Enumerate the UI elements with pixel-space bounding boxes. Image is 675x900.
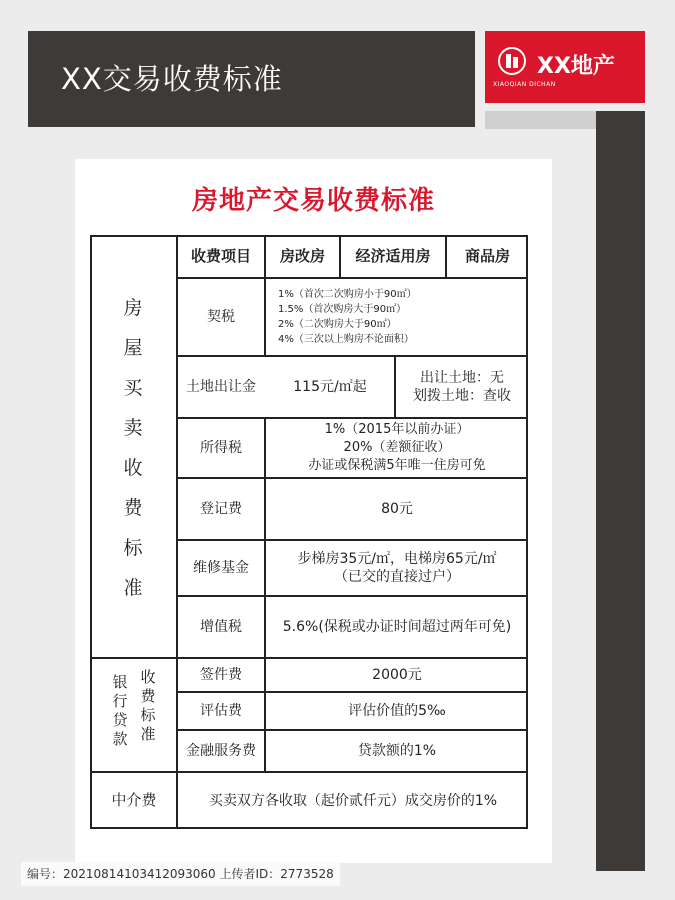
maintenance-line-1: 步梯房35元/㎡，电梯房65元/㎡ <box>297 550 497 567</box>
income-tax-values <box>266 419 528 477</box>
bank-fee-value: 2000元 <box>372 666 422 683</box>
header-bar <box>28 31 475 127</box>
deed-tax-line: 4%（三次以上购房不论面积） <box>278 334 414 345</box>
house-section-label: 房屋买卖收费标准 <box>123 297 143 599</box>
main-title: 房地产交易收费标准 <box>191 186 435 216</box>
registration-label: 登记费 <box>200 500 242 517</box>
deed-tax-label: 契税 <box>207 308 235 325</box>
header-title: XX交易收费标准 <box>61 62 283 96</box>
land-note-2: 划拨土地：查收 <box>413 388 511 404</box>
bank-fee-label: 签件费 <box>200 666 242 683</box>
land-value: 115元/㎡起 <box>293 378 367 395</box>
land-notes <box>396 357 528 417</box>
header-item: 收费项目 <box>190 247 251 266</box>
agency-value: 买卖双方各收取（起价贰仟元）成交房价的1% <box>208 792 498 809</box>
bank-label-col1: 银行贷款 <box>112 673 128 748</box>
income-tax-line: 办证或保税满5年唯一住房可免 <box>308 458 486 473</box>
maintenance-values <box>266 541 528 595</box>
bank-fee-label: 金融服务费 <box>186 742 256 759</box>
income-tax-label: 所得税 <box>200 439 242 456</box>
income-tax-line: 20%（差额征收） <box>343 440 451 455</box>
land-note-1: 出让土地：无 <box>420 369 504 386</box>
bank-fee-value: 贷款额的1% <box>357 742 437 759</box>
building-logo-icon <box>497 47 527 75</box>
deed-tax-line: 2%（二次购房大于90㎡） <box>278 319 397 330</box>
deed-tax-line: 1%（首次二次购房小于90㎡） <box>278 289 417 300</box>
bank-label-col2: 收费标准 <box>140 668 156 743</box>
maintenance-label: 维修基金 <box>193 559 249 576</box>
header-reform: 房改房 <box>279 247 325 266</box>
bank-fee-label: 评估费 <box>200 702 242 719</box>
bank-fee-value: 评估价值的5‰ <box>348 702 446 719</box>
registration-value: 80元 <box>381 500 413 517</box>
logo-brand: XX地产 <box>537 54 615 79</box>
vat-label: 增值税 <box>200 618 242 635</box>
side-bar <box>596 111 645 871</box>
deed-tax-line: 1.5%（首次购房大于90㎡） <box>278 304 407 315</box>
header-affordable: 经济适用房 <box>355 247 431 266</box>
maintenance-line-2: （已交的直接过户） <box>334 569 460 585</box>
footer-id: 编号：20210814103412093060 上传者ID：2773528 <box>21 862 340 886</box>
land-label: 土地出让金 <box>186 378 256 395</box>
deed-tax-values <box>266 279 528 355</box>
income-tax-line: 1%（2015年以前办证） <box>324 422 470 437</box>
agency-label: 中介费 <box>111 791 157 810</box>
logo-subtitle: XIAOQIAN DICHAN <box>493 81 556 88</box>
header-commercial: 商品房 <box>464 247 510 266</box>
logo <box>485 31 645 103</box>
vat-value: 5.6%(保税或办证时间超过两年可免) <box>282 618 512 635</box>
